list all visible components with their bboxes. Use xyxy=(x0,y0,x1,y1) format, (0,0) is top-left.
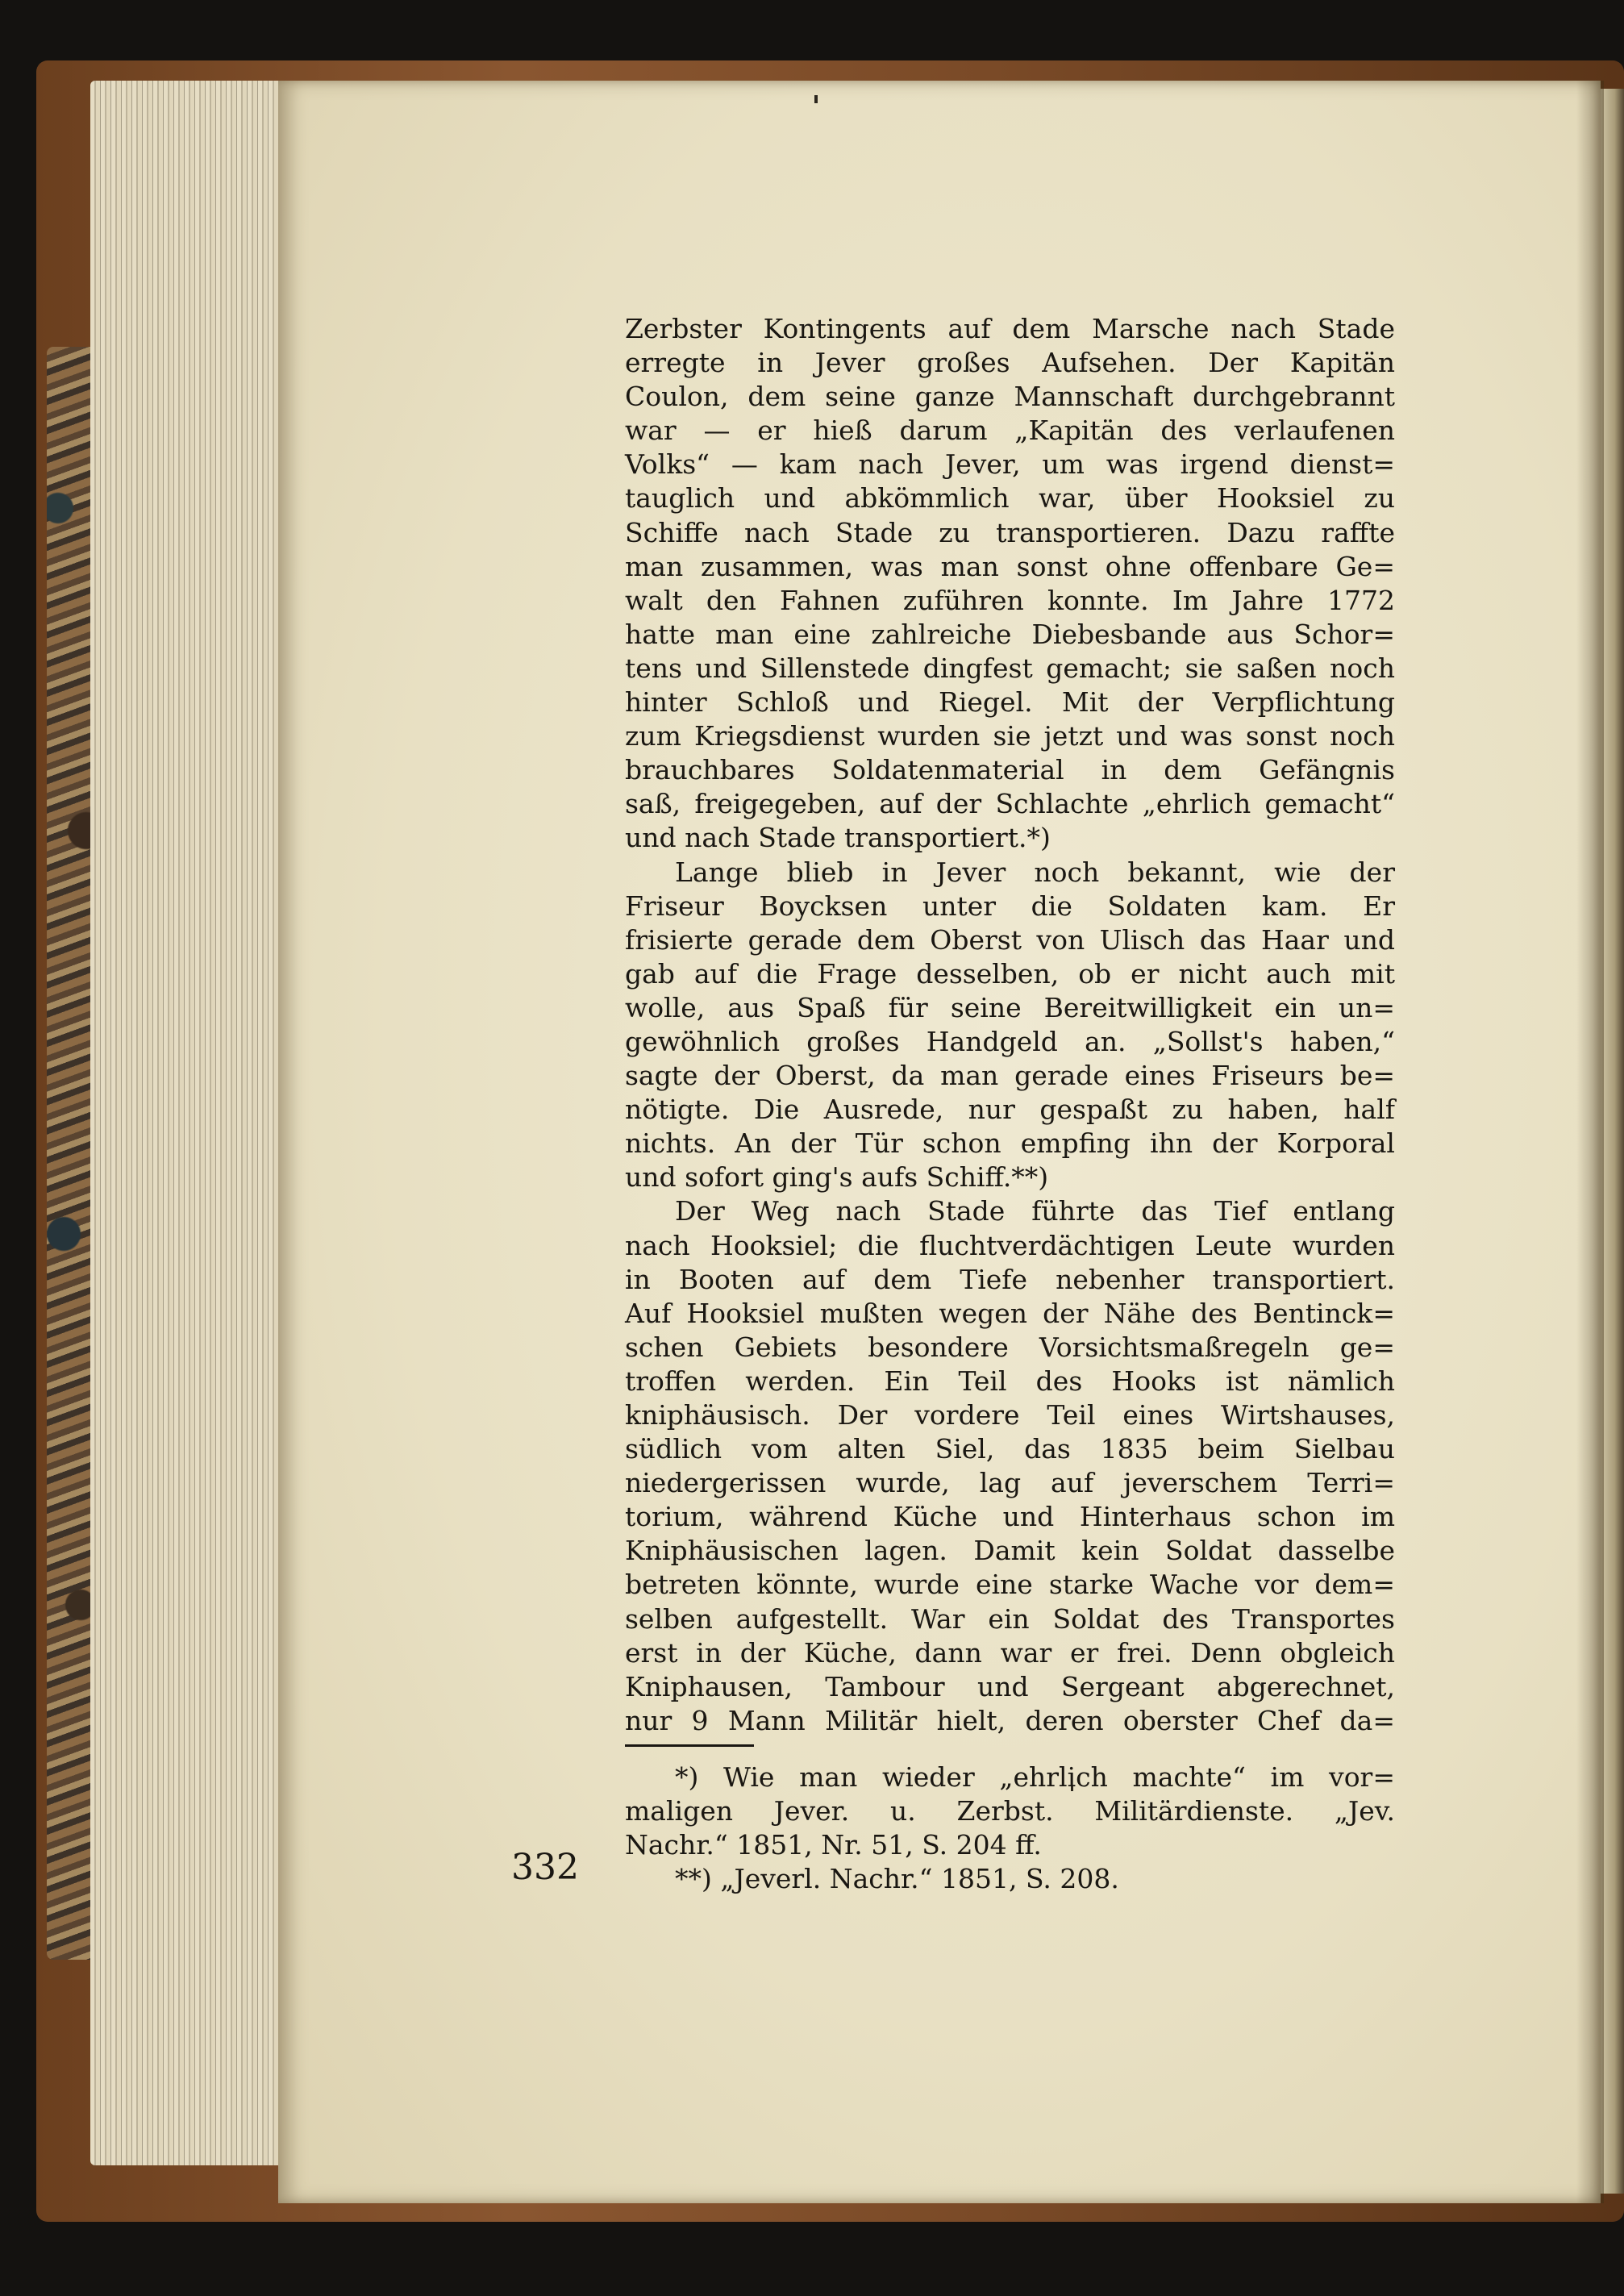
facing-page-edge xyxy=(1601,89,1624,2194)
text-line: erst in der Küche, dann war er frei. Denn obgleich xyxy=(625,1636,1395,1669)
footnote-rule xyxy=(625,1744,754,1747)
text-line: brauchbares Soldatenmaterial in dem Gefängnis xyxy=(625,754,1395,786)
text-line: Volks“ — kam nach Jever, um was irgend dienst= xyxy=(625,448,1395,481)
text-line: gewöhnlich großes Handgeld an. „Sollst's haben,“ xyxy=(625,1025,1395,1057)
text-line: und sofort ging's aufs Schiff.**) xyxy=(625,1161,1049,1194)
text-line: war — er hieß darum „Kapitän des verlaufenen xyxy=(625,415,1395,447)
text-line: zum Kriegsdienst wurden sie jetzt und was sonst noch xyxy=(625,720,1395,752)
text-line: nötigte. Die Ausrede, nur gespaßt zu haben, half xyxy=(625,1094,1395,1126)
paper-speck xyxy=(814,95,818,103)
text-line: und nach Stade transportiert.*) xyxy=(625,822,1051,854)
footnote-line: Nachr.“ 1851, Nr. 51, S. 204 ff. xyxy=(625,1829,1042,1861)
text-line: Friseur Boycksen unter die Soldaten kam. Er xyxy=(625,890,1395,922)
text-line: man zusammen, was man sonst ohne offenbare Ge= xyxy=(625,550,1395,582)
text-line: walt den Fahnen zuführen konnte. Im Jahre 1772 xyxy=(625,584,1395,616)
gutter-shadow xyxy=(1576,81,1604,2203)
text-line: saß, freigegeben, auf der Schlachte „ehrlich gemacht“ xyxy=(625,788,1395,820)
text-line: Kniphäusischen lagen. Damit kein Soldat dasselbe xyxy=(625,1535,1395,1567)
text-line: gab auf die Frage desselben, ob er nicht auch mit xyxy=(625,957,1395,990)
text-line: Auf Hooksiel mußten wegen der Nähe des Bentinck= xyxy=(625,1297,1395,1329)
text-line: südlich vom alten Siel, das 1835 beim Sielbau xyxy=(625,1433,1395,1465)
text-line: Zerbster Kontingents auf dem Marsche nach Stade xyxy=(625,313,1395,344)
text-line: nichts. An der Tür schon empfing ihn der Korporal xyxy=(625,1127,1395,1160)
text-line: Coulon, dem seine ganze Mannschaft durchgebrannt xyxy=(625,381,1395,413)
text-line: nach Hooksiel; die fluchtverdächtigen Leute wurden xyxy=(625,1229,1395,1261)
text-line: Schiffe nach Stade zu transportieren. Dazu raffte xyxy=(625,516,1395,548)
text-line: torium, während Küche und Hinterhaus schon im xyxy=(625,1501,1395,1533)
text-line: troffen werden. Ein Teil des Hooks ist nämlich xyxy=(625,1365,1395,1397)
text-line: Der Weg nach Stade führte das Tief entlang xyxy=(675,1195,1395,1227)
text-line: in Booten auf dem Tiefe nebenher transportiert. xyxy=(625,1263,1395,1295)
page-number: 332 xyxy=(511,1847,579,1888)
footnote-line: maligen Jever. u. Zerbst. Militärdienste. „Jev. xyxy=(625,1795,1395,1827)
text-line: kniphäusisch. Der vordere Teil eines Wirtshauses, xyxy=(625,1399,1395,1431)
text-line: selben aufgestellt. War ein Soldat des Transportes xyxy=(625,1602,1395,1635)
text-line: Kniphausen, Tambour und Sergeant abgerechnet, xyxy=(625,1670,1395,1702)
text-line: wolle, aus Spaß für seine Bereitwilligkeit ein un= xyxy=(625,991,1395,1023)
text-line: betreten könnte, wurde eine starke Wache vor dem= xyxy=(625,1569,1395,1601)
text-line: Lange blieb in Jever noch bekannt, wie der xyxy=(675,856,1395,888)
text-line: hatte man eine zahlreiche Diebesbande aus Schor= xyxy=(625,618,1395,650)
text-line: tens und Sillenstede dingfest gemacht; sie saßen noch xyxy=(625,652,1395,684)
text-line: sagte der Oberst, da man gerade eines Friseurs be= xyxy=(625,1060,1395,1092)
footnote-line: **) „Jeverl. Nachr.“ 1851, S. 208. xyxy=(675,1863,1119,1895)
footnote-line: *) Wie man wieder „ehrlich machte“ im vor= xyxy=(675,1761,1395,1793)
footnotes xyxy=(625,1761,1395,1896)
text-line: erregte in Jever großes Aufsehen. Der Kapitän xyxy=(625,347,1395,379)
text-line: hinter Schloß und Riegel. Mit der Verpflichtung xyxy=(625,686,1395,719)
text-line: nur 9 Mann Militär hielt, deren oberster Chef da= xyxy=(625,1704,1395,1736)
text-line: tauglich und abkömmlich war, über Hooksiel zu xyxy=(625,482,1395,515)
text-line: schen Gebiets besondere Vorsichtsmaßregeln ge= xyxy=(625,1331,1395,1363)
page-edges xyxy=(90,81,288,2165)
body-text xyxy=(625,312,1395,1738)
text-line: frisierte gerade dem Oberst von Ulisch das Haar und xyxy=(625,923,1395,956)
text-line: niedergerissen wurde, lag auf jeverschem Terri= xyxy=(625,1467,1395,1499)
